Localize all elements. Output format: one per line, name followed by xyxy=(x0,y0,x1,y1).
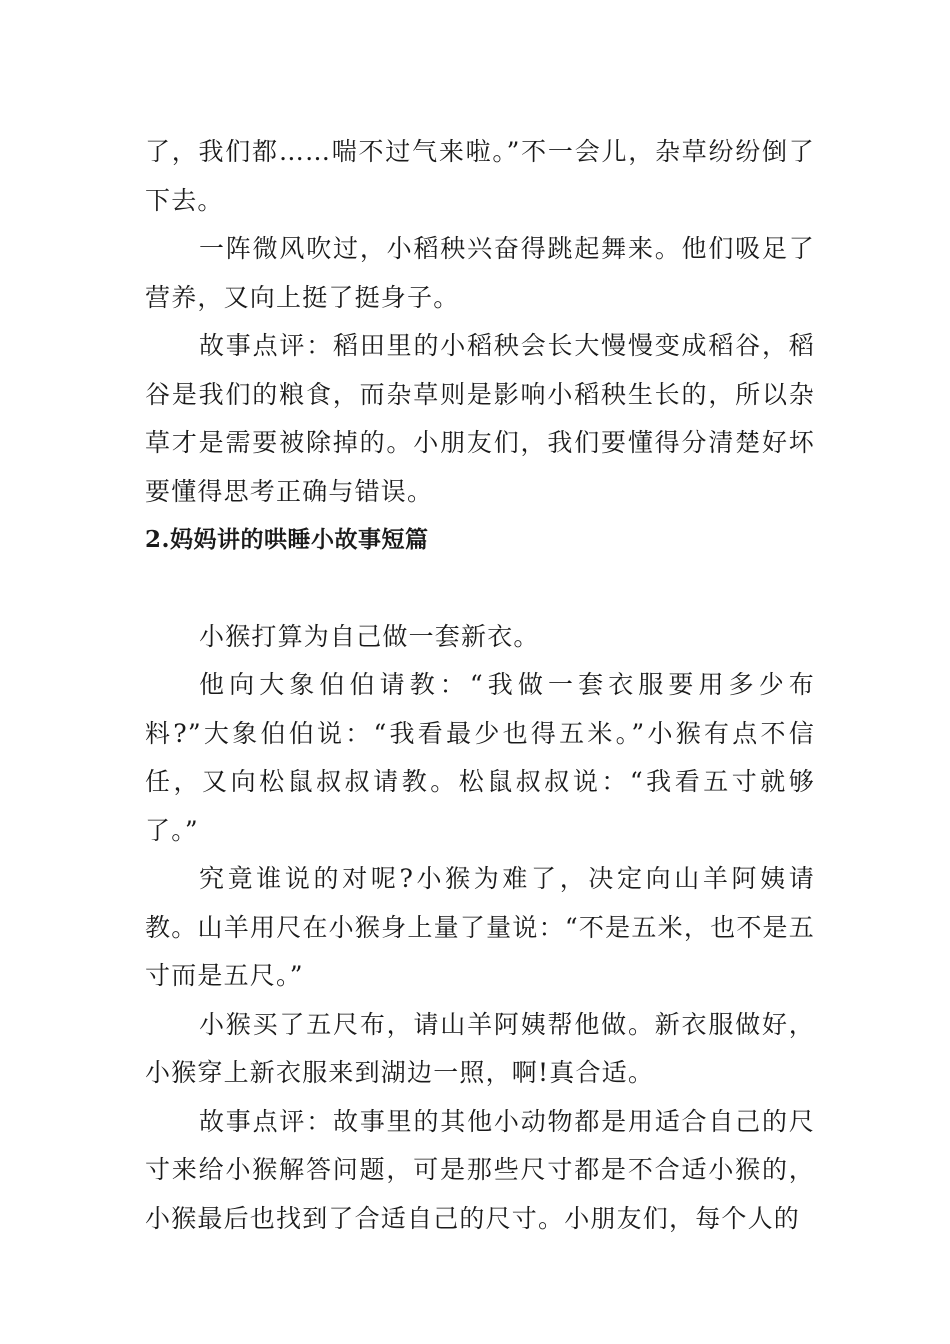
paragraph-continuation: 了，我们都……喘不过气来啦。”不一会儿，杂草纷纷倒了下去。 xyxy=(145,137,815,215)
section-heading: 2.妈妈讲的哄睡小故事短篇 xyxy=(145,526,429,553)
section-spacer xyxy=(145,565,815,613)
paragraph-breeze: 一阵微风吹过，小稻秧兴奋得跳起舞来。他们吸足了营养，又向上挺了挺身子。 xyxy=(145,234,815,312)
paragraph-monkey-intro: 小猴打算为自己做一套新衣。 xyxy=(199,621,540,651)
document-body xyxy=(145,128,815,1243)
paragraph-monkey-ask: 他向大象伯伯请教：“我做一套衣服要用多少布料?”大象伯伯说：“我看最少也得五米。”小猴有点不信任，又向松鼠叔叔请教。松鼠叔叔说：“我看五寸就够了。” xyxy=(145,670,815,845)
paragraph-comment-rice: 故事点评：稻田里的小稻秧会长大慢慢变成稻谷，稻谷是我们的粮食，而杂草则是影响小稻秧生长的，所以杂草才是需要被除掉的。小朋友们，我们要懂得分清楚好坏要懂得思考正确与错误。 xyxy=(145,331,815,506)
paragraph-monkey-clothes: 小猴买了五尺布，请山羊阿姨帮他做。新衣服做好，小猴穿上新衣服来到湖边一照，啊!真合适。 xyxy=(145,1009,815,1087)
paragraph-comment-monkey: 故事点评：故事里的其他小动物都是用适合自己的尺寸来给小猴解答问题，可是那些尺寸都是不合适小猴的，小猴最后也找到了合适自己的尺寸。小朋友们，每个人的 xyxy=(145,1106,815,1233)
paragraph-monkey-goat: 究竟谁说的对呢?小猴为难了，决定向山羊阿姨请教。山羊用尺在小猴身上量了量说：“不是五米，也不是五寸而是五尺。” xyxy=(145,864,815,990)
